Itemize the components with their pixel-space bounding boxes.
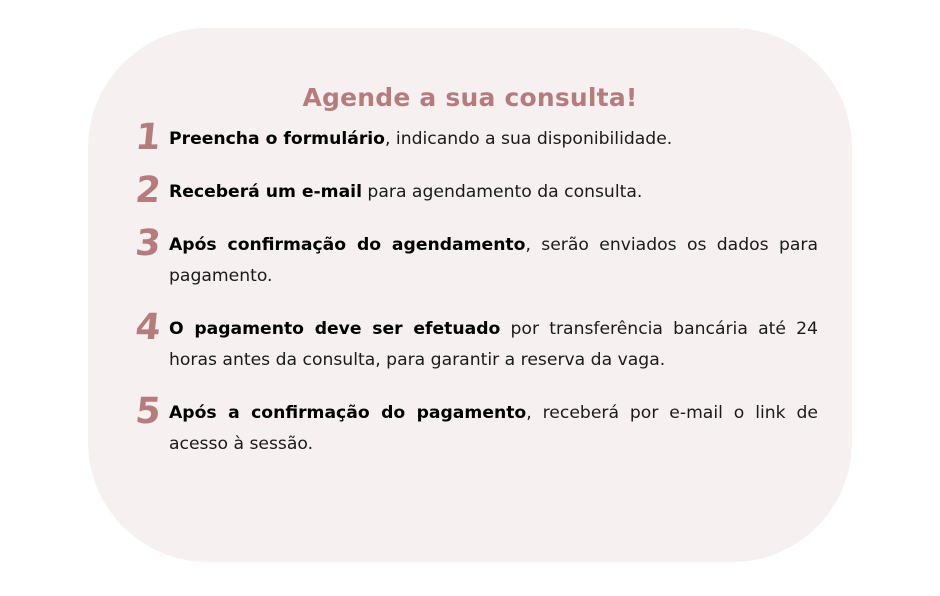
- step-number: 1: [133, 117, 163, 158]
- step-rest-text: , receberá por e-mail o link de acesso à sessão.: [169, 403, 819, 454]
- step-bold-text: Receberá um e-mail: [169, 182, 362, 202]
- step-text: [169, 314, 818, 376]
- step-bold-text: Após a confirmação do pagamento: [169, 403, 527, 423]
- step-bold-text: Após confirmação do agendamento: [169, 235, 526, 255]
- step-rest-text: , indicando a sua disponibilidade.: [385, 129, 673, 149]
- step-rest-text: , serão enviados os dados para pagamento.: [169, 235, 818, 286]
- step-bold-text: Preencha o formulário: [169, 129, 385, 149]
- step-text: [169, 398, 818, 460]
- step-number: 4: [133, 307, 163, 348]
- step-number: 3: [133, 223, 163, 264]
- step-bold-text: O pagamento deve ser efetuado: [169, 319, 501, 339]
- step-number: 5: [133, 391, 163, 432]
- step-text: [169, 230, 818, 292]
- step-text: [169, 124, 818, 155]
- info-card: [88, 28, 852, 562]
- step-rest-text: por transferência bancária até 24 horas antes da consulta, para garantir a reserva da vaga.: [169, 319, 818, 370]
- step-text: [169, 177, 818, 208]
- step-rest-text: para agendamento da consulta.: [361, 182, 643, 202]
- card-title: Agende a sua consulta!: [302, 83, 638, 112]
- step-number: 2: [133, 170, 163, 211]
